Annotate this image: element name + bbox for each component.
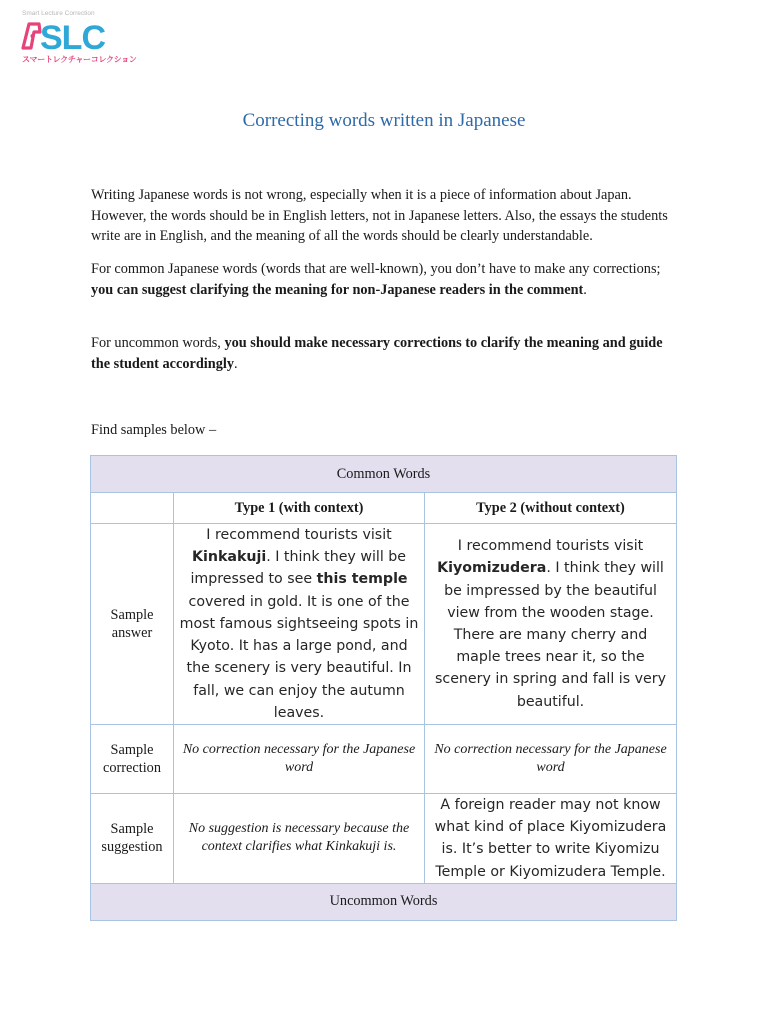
text-span: For common Japanese words (words that are well-known), you don’t have to make any corrections; — [91, 261, 661, 277]
table-row-sample-correction — [91, 725, 677, 794]
text-span: covered in gold. It is one of the most famous sightseeing spots in Kyoto. It has a large pond, and the scenery is very beautiful. In fall, we can enjoy the autumn leaves. — [179, 593, 419, 721]
text-span: . I think they will be impressed to see — [190, 549, 407, 588]
logo-kana: スマートレクチャーコレクション — [22, 55, 137, 64]
paragraph-uncommon-words — [91, 333, 681, 374]
bold-span: this temple — [316, 571, 408, 588]
sample-correction-type2: No correction necessary for the Japanese word — [425, 725, 677, 794]
slc-logo — [20, 10, 137, 68]
sample-answer-type1 — [174, 524, 425, 725]
text-span: I recommend tourists visit — [457, 538, 644, 555]
samples-table — [90, 455, 677, 921]
text-span: For uncommon words, — [91, 335, 225, 351]
logo-letters: SLC — [40, 19, 105, 54]
paragraph-common-words — [91, 259, 681, 300]
bold-span: Kiyomizudera — [437, 560, 547, 577]
text-span: . — [233, 355, 238, 372]
paragraph-intro: Writing Japanese words is not wrong, especially when it is a piece of information about Japan. However, the words should be in English letters, not in Japanese letters. Also, the essays the students write are in English, and the meaning of all the words should be clearly understandable. — [91, 187, 668, 244]
text-span: . — [583, 281, 587, 298]
section-row-common — [91, 456, 677, 493]
pen-nib-icon — [23, 24, 40, 48]
section-header-uncommon: Uncommon Words — [91, 883, 677, 920]
logo-tagline: Smart Lecture Correction — [22, 10, 95, 17]
column-header-type1: Type 1 (with context) — [174, 493, 425, 524]
column-header-type2: Type 2 (without context) — [425, 493, 677, 524]
bold-span: you should make necessary corrections to clarify the meaning and guide the student accordingly — [91, 335, 663, 372]
sample-answer-type2 — [425, 524, 677, 725]
sample-suggestion-type2: A foreign reader may not know what kind of place Kiyomizudera is. It’s better to write Kiyomizu Temple or Kiyomizudera Temple. — [425, 794, 677, 884]
table-row-sample-answer — [91, 524, 677, 725]
bold-span: you can suggest clarifying the meaning for non-Japanese readers in the comment — [91, 281, 584, 298]
row-label-sample-correction: Sample correction — [91, 725, 174, 794]
paragraph-samples-intro: Find samples below – — [91, 422, 217, 438]
row-label-sample-answer: Sample answer — [91, 524, 174, 725]
empty-header-cell — [91, 493, 174, 524]
table-row-sample-suggestion — [91, 794, 677, 884]
sample-suggestion-type1: No suggestion is necessary because the context clarifies what Kinkakuji is. — [174, 794, 425, 884]
logo-mark — [20, 18, 116, 54]
page-title: Correcting words written in Japanese — [242, 110, 526, 131]
text-span: . I think they will be impressed by the beautiful view from the wooden stage. There are many cherry and maple trees near it, so the scenery in spring and fall is very beautiful. — [435, 560, 666, 710]
row-label-sample-suggestion: Sample suggestion — [91, 794, 174, 884]
section-header-common: Common Words — [91, 456, 677, 493]
column-header-row — [91, 493, 677, 524]
text-span: I recommend tourists visit — [206, 527, 392, 544]
section-row-uncommon — [91, 883, 677, 920]
sample-correction-type1: No correction necessary for the Japanese word — [174, 725, 425, 794]
bold-span: Kinkakuji — [191, 549, 267, 566]
